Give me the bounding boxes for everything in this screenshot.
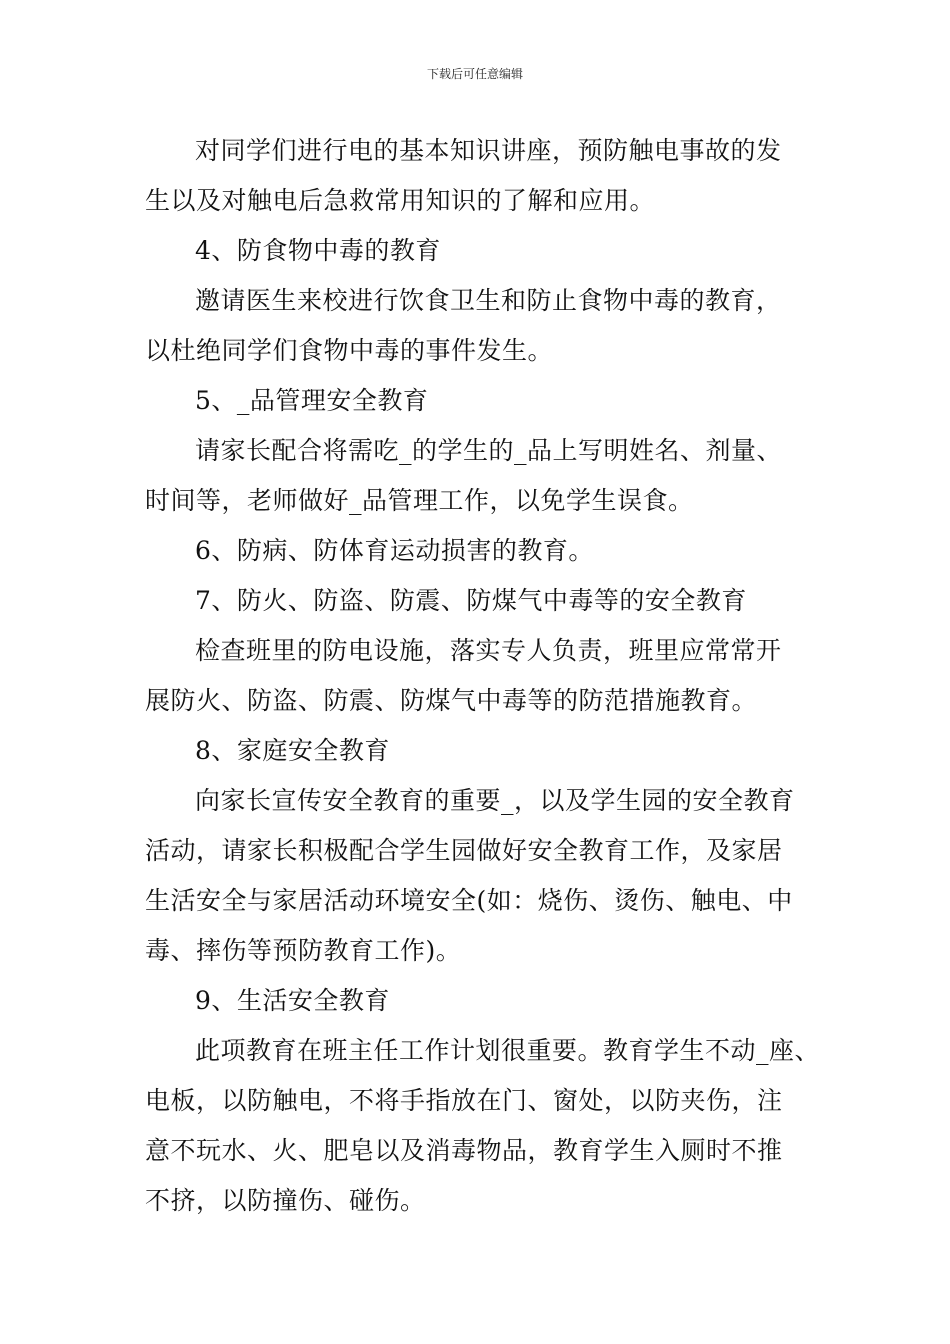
text-line: 毒、摔伤等预防教育工作)。 — [145, 936, 462, 965]
section-heading: 6、防病、防体育运动损害的教育。 — [195, 536, 594, 565]
text-line: 生活安全与家居活动环境安全(如：烧伤、烫伤、触电、中 — [145, 886, 793, 915]
text-line: 请家长配合将需吃_的学生的_品上写明姓名、剂量、 — [195, 436, 783, 465]
text-line: 邀请医生来校进行饮食卫生和防止食物中毒的教育， — [195, 286, 782, 315]
section-heading: 8、家庭安全教育 — [195, 736, 390, 765]
text-line: 向家长宣传安全教育的重要_，以及学生园的安全教育 — [195, 786, 795, 815]
text-line: 不挤，以防撞伤、碰伤。 — [145, 1186, 426, 1215]
section-heading: 7、防火、防盗、防震、防煤气中毒等的安全教育 — [195, 586, 747, 615]
page-header-note: 下载后可任意编辑 — [426, 67, 523, 81]
text-line: 展防火、防盗、防震、防煤气中毒等的防范措施教育。 — [145, 686, 758, 715]
section-heading: 9、生活安全教育 — [195, 986, 390, 1015]
text-line: 电板，以防触电，不将手指放在门、窗处，以防夹伤，注 — [145, 1086, 783, 1115]
text-line: 时间等，老师做好_品管理工作，以免学生误食。 — [145, 486, 694, 515]
text-line: 意不玩水、火、肥皂以及消毒物品，教育学生入厕时不推 — [145, 1136, 783, 1165]
section-heading: 5、_品管理安全教育 — [195, 386, 429, 415]
text-line: 此项教育在班主任工作计划很重要。教育学生不动_座、 — [195, 1036, 821, 1065]
text-line: 生以及对触电后急救常用知识的了解和应用。 — [145, 186, 656, 215]
section-heading: 4、防食物中毒的教育 — [195, 236, 441, 265]
text-line: 以杜绝同学们食物中毒的事件发生。 — [145, 336, 554, 365]
text-line: 活动，请家长积极配合学生园做好安全教育工作，及家居 — [145, 836, 783, 865]
text-line: 对同学们进行电的基本知识讲座，预防触电事故的发 — [195, 136, 782, 165]
document-body — [145, 126, 825, 1226]
text-line: 检查班里的防电设施，落实专人负责，班里应常常开 — [195, 636, 782, 665]
